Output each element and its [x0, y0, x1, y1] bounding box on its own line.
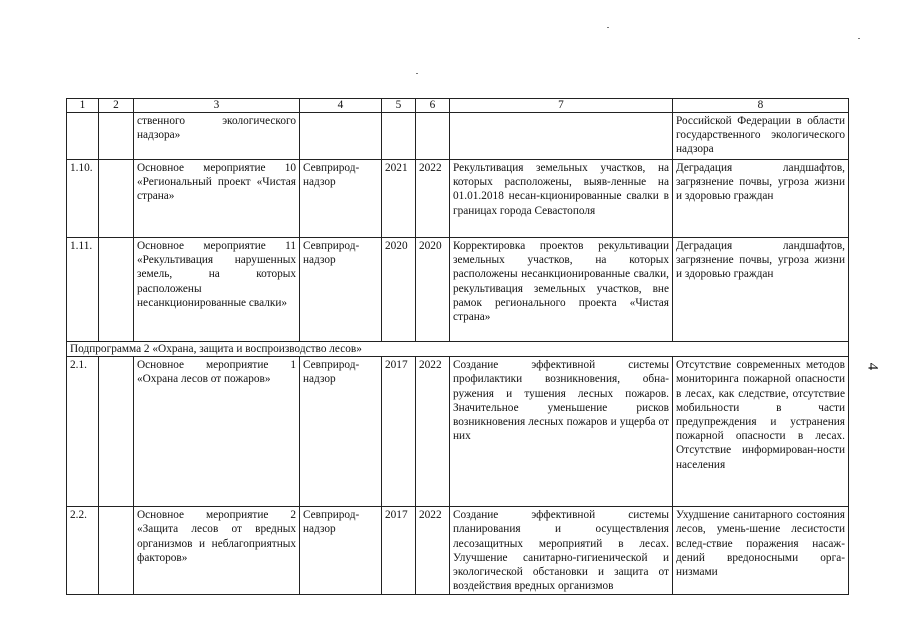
cell-executor — [300, 113, 382, 160]
cell-col2 — [99, 160, 134, 238]
cell-end: 2020 — [416, 238, 450, 342]
cell-col2 — [99, 507, 134, 595]
cell-col2 — [99, 238, 134, 342]
cell-executor: Севприрод-надзор — [300, 238, 382, 342]
cell-num — [67, 113, 99, 160]
header-cell-4: 4 — [300, 99, 382, 113]
cell-risks: Российской Федерации в области государственного экологического надзора — [673, 113, 849, 160]
scan-speck — [607, 27, 609, 28]
cell-num: 2.2. — [67, 507, 99, 595]
cell-start: 2020 — [382, 238, 416, 342]
cell-num: 1.10. — [67, 160, 99, 238]
header-cell-5: 5 — [382, 99, 416, 113]
scan-speck — [416, 73, 418, 74]
cell-risks: Отсутствие современных методов мониторинга пожарной опасности в лесах, как следствие, отсутствие мобильности в части предупреждения и устранения пожарной опасности в лесах. Отсутствие информирован-ности населения — [673, 357, 849, 507]
header-cell-2: 2 — [99, 99, 134, 113]
cell-col2 — [99, 113, 134, 160]
cell-col2 — [99, 357, 134, 507]
header-cell-6: 6 — [416, 99, 450, 113]
table-row — [67, 507, 849, 595]
cell-result: Рекультивация земельных участков, на которых расположены, выяв-ленные на 01.01.2018 несан-кционированные свалки в границах города Севастополя — [450, 160, 673, 238]
table-row — [67, 160, 849, 238]
header-row — [67, 99, 849, 113]
cell-risks: Ухудшение санитарного состояния лесов, умень-шение лесистости вслед-ствие поражения насаж-дений вредоносными орга-низмами — [673, 507, 849, 595]
measures-table — [66, 98, 849, 595]
cell-start: 2017 — [382, 507, 416, 595]
table-row — [67, 113, 849, 160]
table-row — [67, 238, 849, 342]
cell-num: 2.1. — [67, 357, 99, 507]
scan-speck — [858, 38, 860, 39]
cell-result: Создание эффективной системы профилактики возникновения, обна-ружения и тушения лесных пожаров. Значительное уменьшение рисков возникновения лесных пожаров и ущерба от них — [450, 357, 673, 507]
subprogram-title: Подпрограмма 2 «Охрана, защита и воспроизводство лесов» — [67, 342, 849, 357]
cell-start: 2017 — [382, 357, 416, 507]
cell-executor: Севприрод-надзор — [300, 507, 382, 595]
table-row — [67, 357, 849, 507]
page-number: 4 — [864, 362, 881, 371]
cell-start — [382, 113, 416, 160]
cell-executor: Севприрод-надзор — [300, 160, 382, 238]
cell-result — [450, 113, 673, 160]
header-cell-7: 7 — [450, 99, 673, 113]
cell-end — [416, 113, 450, 160]
cell-measure: Основное мероприятие 10 «Региональный проект «Чистая страна» — [134, 160, 300, 238]
cell-executor: Севприрод-надзор — [300, 357, 382, 507]
cell-risks: Деградация ландшафтов, загрязнение почвы, угроза жизни и здоровью граждан — [673, 160, 849, 238]
cell-end: 2022 — [416, 357, 450, 507]
subprogram-row — [67, 342, 849, 357]
cell-measure: Основное мероприятие 1 «Охрана лесов от пожаров» — [134, 357, 300, 507]
cell-result: Создание эффективной системы планирования и осуществления лесозащитных мероприятий в лесах. Улучшение санитарно-гигиенической и экологической обстановки и защита от воздействия вредных организмов — [450, 507, 673, 595]
cell-result: Корректировка проектов рекультивации земельных участков, на которых расположены несанкционированные свалки, рекультивация земельных участков, вне рамок регионального проекта «Чистая страна» — [450, 238, 673, 342]
cell-risks: Деградация ландшафтов, загрязнение почвы, угроза жизни и здоровью граждан — [673, 238, 849, 342]
cell-measure: ственного экологического надзора» — [134, 113, 300, 160]
header-cell-8: 8 — [673, 99, 849, 113]
cell-end: 2022 — [416, 160, 450, 238]
cell-num: 1.11. — [67, 238, 99, 342]
cell-start: 2021 — [382, 160, 416, 238]
header-cell-1: 1 — [67, 99, 99, 113]
cell-end: 2022 — [416, 507, 450, 595]
cell-measure: Основное мероприятие 2 «Защита лесов от вредных организмов и неблагоприятных факторов» — [134, 507, 300, 595]
header-cell-3: 3 — [134, 99, 300, 113]
cell-measure: Основное мероприятие 11 «Рекультивация нарушенных земель, на которых расположены несанкционированные свалки» — [134, 238, 300, 342]
